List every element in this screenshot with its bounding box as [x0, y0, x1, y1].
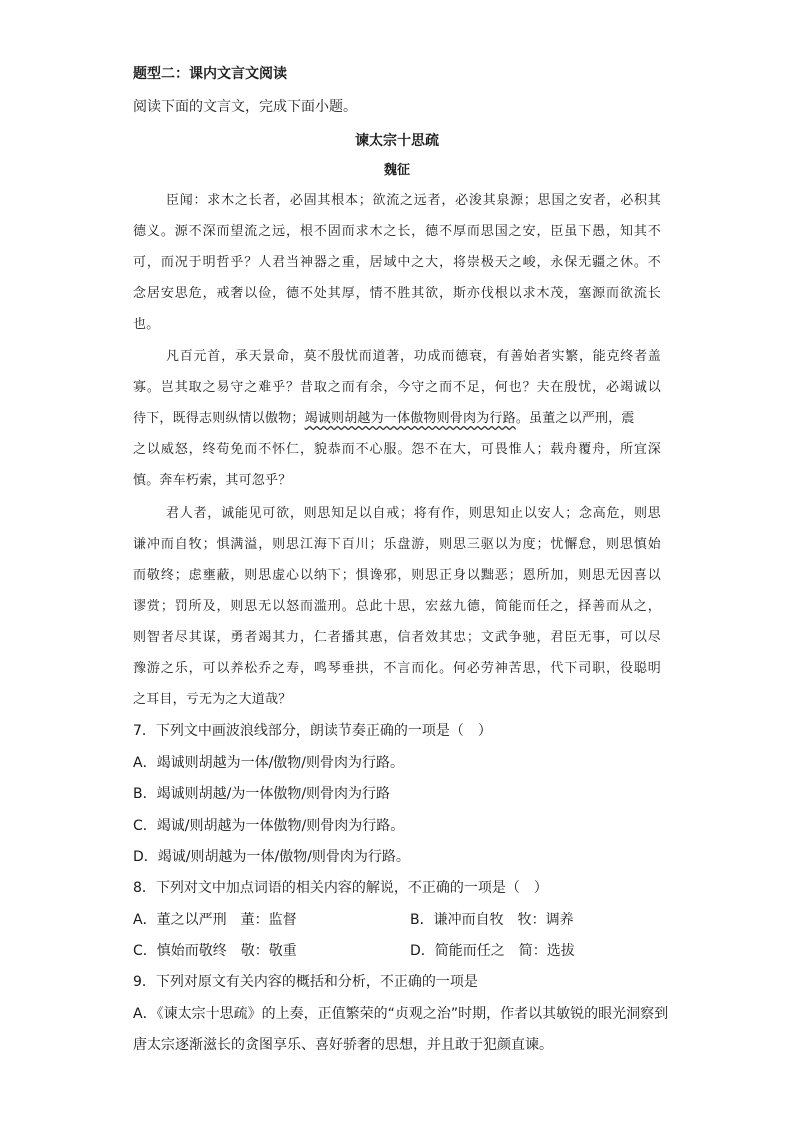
passage-line: 之以威怒，终苟免而不怀仁，貌恭而不心服。怨不在大，可畏惟人；载舟覆舟，所宜深	[133, 442, 661, 457]
passage-line: 之耳目，亏无为之大道哉？	[133, 692, 292, 707]
option-a: A．竭诚则胡越为一体/傲物/则骨肉为行路。	[133, 755, 405, 771]
passage-text: 。虽董之以严刑，震	[515, 411, 635, 426]
passage-line: 德义。源不深而望流之远，根不固而求木之长，德不厚而思国之安，臣虽下愚，知其不	[133, 224, 661, 239]
question-stem: 8．下列对文中加点词语的相关内容的解说，不正确的一项是（ ）	[133, 880, 548, 896]
passage-line: 可，而况于明哲乎？人君当神器之重，居域中之大，将崇极天之峻，永保无疆之休。不	[133, 255, 661, 270]
passage-line: 谬赏；罚所及，则思无以怒而滥刑。总此十思，宏兹九德，简能而任之，择善而从之，	[133, 599, 661, 614]
option-d: D．简能而任之 简：选拔	[410, 943, 575, 959]
option-a: A．董之以严刑 董：监督	[133, 912, 297, 928]
passage-text: 待下，既得志则纵情以傲物；	[133, 411, 305, 426]
section-title: 题型二：课内文言文阅读	[133, 66, 287, 82]
passage-line: 寡。岂其取之易守之难乎？昔取之而有余，今守之而不足，何也？夫在殷忧，必竭诚以	[133, 380, 661, 395]
question-stem: 9．下列对原文有关内容的概括和分析，不正确的一项是	[133, 974, 478, 990]
option-a-line-2: 唐太宗逐渐滋长的贪图享乐、喜好骄奢的思想，并且敢于犯颜直谏。	[133, 1037, 553, 1053]
passage-line: 谦冲而自牧；惧满溢，则思江海下百川；乐盘游，则思三驱以为度；忧懈怠，则思慎始	[133, 537, 661, 552]
option-a-line-1: A．《谏太宗十思疏》的上奏，正值繁荣的“贞观之治”时期，作者以其敏锐的眼光洞察到	[133, 1006, 669, 1022]
passage-line: 君人者，诚能见可欲，则思知足以自戒；将有作，则思知止以安人；念高危，则思	[166, 506, 661, 521]
passage-author: 魏征	[383, 163, 410, 178]
passage-line: 凡百元首，承天景命，莫不殷忧而道著，功成而德衰，有善始者实繁，能克终者盖	[166, 349, 661, 364]
option-c: C．竭诚/则胡越为一体傲物/则骨肉为行路。	[133, 818, 405, 834]
passage-line: 而敬终；虑壅蔽，则思虚心以纳下；惧谗邪，则思正身以黜恶；恩所加，则思无因喜以	[133, 568, 661, 583]
passage-line: 则智者尽其谋，勇者竭其力，仁者播其惠，信者效其忠；文武争驰，君臣无事，可以尽	[133, 630, 661, 645]
option-d: D．竭诚/则胡越为一体/傲物/则骨肉为行路。	[133, 849, 410, 865]
passage-line: 也。	[133, 317, 160, 332]
question-stem: 7．下列文中画波浪线部分，朗读节奏正确的一项是（ ）	[133, 723, 492, 739]
wavy-underlined-text: 竭诚则胡越为一体傲物则骨肉为行路	[304, 411, 516, 426]
option-c: C．慎始而敬终 敬：敬重	[133, 943, 297, 959]
option-b: B．谦冲而自牧 牧：调养	[410, 912, 574, 928]
instruction-text: 阅读下面的文言文，完成下面小题。	[133, 99, 357, 115]
passage-title: 谏太宗十思疏	[355, 133, 439, 149]
passage-line: 念居安思危，戒奢以俭，德不处其厚，情不胜其欲，斯亦伐根以求木茂，塞源而欲流长	[133, 286, 661, 301]
option-b: B．竭诚则胡越/为一体傲物/则骨肉为行路	[133, 786, 391, 802]
passage-line-with-wavy	[133, 409, 635, 429]
passage-line: 慎。奔车朽索，其可忽乎？	[133, 473, 292, 488]
passage-line: 臣闻：求木之长者，必固其根本；欲流之远者，必浚其泉源；思国之安者，必积其	[166, 193, 661, 208]
passage-line: 豫游之乐，可以养松乔之寿，鸣琴垂拱，不言而化。何必劳神苦思，代下司职，役聪明	[133, 661, 661, 676]
